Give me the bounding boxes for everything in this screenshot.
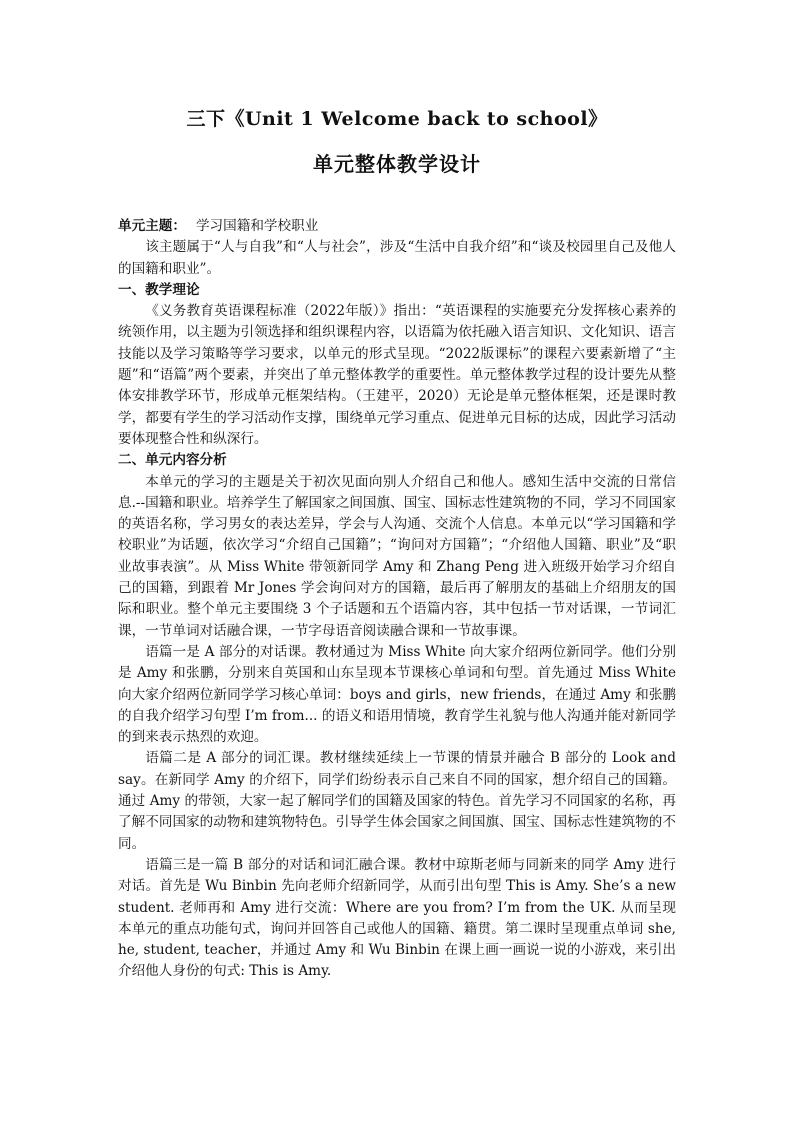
- text-one-paragraph: 语篇一是 A 部分的对话课。教材通过为 Miss White 向大家介绍两位新同学。他们分别是 Amy 和张鹏，分别来自英国和山东呈现本节课核心单词和句型。首先通过 Miss White 向大家介绍两位新同学学习核心单词：boys and girls，new friends，在通过 Amy 和张鹏的自我介绍学习句型 I’m from... 的语义和语用情境，教育学生礼貌与他人沟通并能对新同学的到来表示热烈的欢迎。: [118, 643, 676, 746]
- section-heading-content-analysis: 二、单元内容分析: [118, 452, 227, 469]
- unit-theme-line: [118, 216, 676, 237]
- section-heading-teaching-theory: 一、教学理论: [118, 281, 200, 298]
- teaching-theory-paragraph: 《义务教育英语课程标准（2022年版）》指出：“英语课程的实施要充分发挥核心素养的统领作用，以主题为引领选择和组织课程内容，以语篇为依托融入语言知识、文化知识、语言技能以及学习策略等学习要求，以单元的形式呈现。“2022版课标”的课程六要素新增了“主题”和“语篇”两个要素，并突出了单元整体教学的重要性。单元整体教学过程的设计要先从整体安排教学环节，形成单元框架结构。（王建平，2020）无论是单元整体框架，还是课时教学，都要有学生的学习活动作支撑，围绕单元学习重点、促进单元目标的达成，因此学习活动要体现整合性和纵深行。: [118, 303, 676, 447]
- text-three-paragraph: 语篇三是一篇 B 部分的对话和词汇融合课。教材中琼斯老师与同新来的同学 Amy 进行对话。首先是 Wu Binbin 先向老师介绍新同学，从而引出句型 This is Amy. She’s a new student. 老师再和 Amy 进行交流：Where are you from? I’m from the UK. 从而呈现本单元的重点功能句式，询问并回答自己或他人的国籍、籍贯。第二课时呈现重点单词 she, he, student, teacher，并通过 Amy 和 Wu Binbin 在课上画一画说一说的小游戏，来引出介绍他人身份的句式: This is Amy.: [118, 856, 676, 980]
- content-analysis-paragraph: 本单元的学习的主题是关于初次见面向别人介绍自己和他人。感知生活中交流的日常信息.--国籍和职业。培养学生了解国家之间国旗、国宝、国标志性建筑物的不同，学习不同国家的英语名称，学习男女的表达差异，学会与人沟通、交流个人信息。本单元以“学习国籍和学校职业”为话题，依次学习“介绍自己国籍”；“询问对方国籍”；“介绍他人国籍、职业”及“职业故事表演”。从 Miss White 带领新同学 Amy 和 Zhang Peng 进入班级开始学习介绍自己的国籍，到跟着 Mr Jones 学会询问对方的国籍，最后再了解朋友的基础上介绍朋友的国际和职业。整个单元主要围绕 3 个子话题和五个语篇内容，其中包括一节对话课，一节词汇课，一节单词对话融合课，一节字母语音阅读融合课和一节故事课。: [118, 473, 676, 639]
- theme-paragraph: 该主题属于“人与自我”和“人与社会”，涉及“生活中自我介绍”和“谈及校园里自己及他人的国籍和职业”。: [118, 239, 676, 277]
- text-two-paragraph: 语篇二是 A 部分的词汇课。教材继续延续上一节课的情景并融合 B 部分的 Look and say。在新同学 Amy 的介绍下，同学们纷纷表示自己来自不同的国家，想介绍自己的国籍。通过 Amy 的带领，大家一起了解同学们的国籍及国家的特色。首先学习不同国家的名称，再了解不同国家的动物和建筑物特色。引导学生体会国家之间国旗、国宝、国标志性建筑物的不同。: [118, 750, 676, 852]
- unit-theme-text: 学习国籍和学校职业: [195, 218, 319, 234]
- document-title: 三下《Unit 1 Welcome back to school》: [186, 108, 608, 130]
- unit-theme-label: 单元主题：: [118, 218, 186, 234]
- document-body: [118, 216, 676, 983]
- document-subtitle: 单元整体教学设计: [313, 152, 481, 176]
